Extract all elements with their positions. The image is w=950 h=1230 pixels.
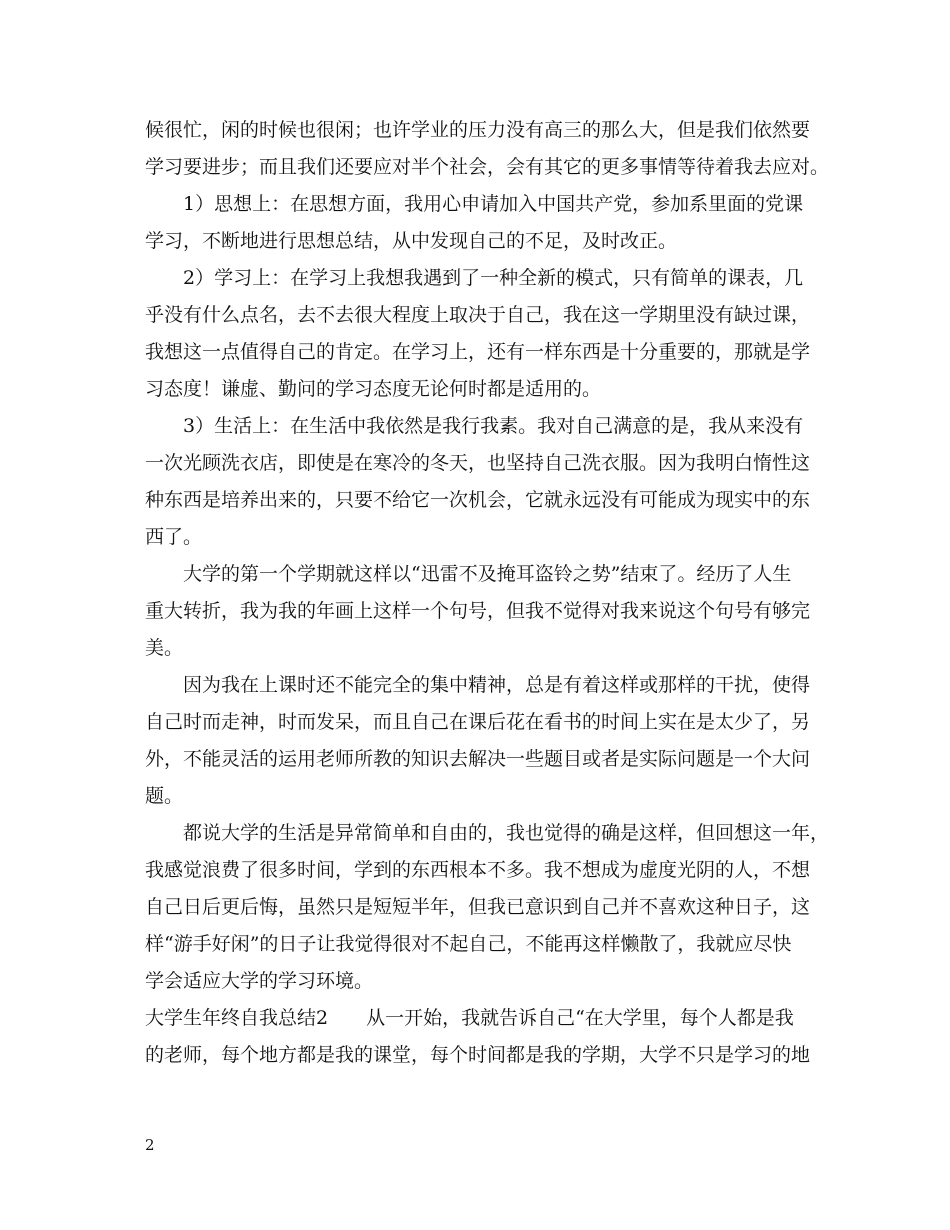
text-line: 3）生活上：在生活中我依然是我行我素。我对自己满意的是，我从来没有	[183, 415, 804, 437]
text-line: 大学的第一个学期就这样以“迅雷不及掩耳盗铃之势”结束了。经历了人生	[183, 563, 792, 585]
text-line: 题。	[145, 785, 184, 807]
text-line: 2）学习上：在学习上我想我遇到了一种全新的模式，只有简单的课表，几	[183, 267, 804, 289]
text-line: 种东西是培养出来的，只要不给它一次机会，它就永远没有可能成为现实中的东	[145, 489, 811, 511]
text-line: 习态度！谦虚、勤问的学习态度无论何时都是适用的。	[145, 378, 602, 400]
text-line: 自己日后更后悔，虽然只是短短半年，但我已意识到自己并不喜欢这种日子，这	[145, 896, 811, 918]
text-line: 的老师，每个地方都是我的课堂，每个时间都是我的学期，大学不只是学习的地	[145, 1044, 811, 1066]
text-line: 样“游手好闲”的日子让我觉得很对不起自己，不能再这样懒散了，我就应尽快	[145, 933, 792, 955]
text-line: 自己时而走神，时而发呆，而且自己在课后花在看书的时间上实在是太少了，另	[145, 711, 811, 733]
text-line: 学会适应大学的学习环境。	[145, 970, 374, 992]
text-line: 因为我在上课时还不能完全的集中精神，总是有着这样或那样的干扰，使得	[183, 674, 811, 696]
text-line: 外，不能灵活的运用老师所教的知识去解决一些题目或者是实际问题是一个大问	[145, 748, 811, 770]
text-line: 我感觉浪费了很多时间，学到的东西根本不多。我不想成为虚度光阴的人，不想	[145, 859, 811, 881]
text-line: 我想这一点值得自己的肯定。在学习上，还有一样东西是十分重要的，那就是学	[145, 341, 811, 363]
text-line: 美。	[145, 637, 184, 659]
text-line: 候很忙，闲的时候也很闲；也许学业的压力没有高三的那么大，但是我们依然要	[145, 119, 811, 141]
text-line: 一次光顾洗衣店，即使是在寒冷的冬天，也坚持自己洗衣服。因为我明白惰性这	[145, 452, 811, 474]
text-line: 乎没有什么点名，去不去很大程度上取决于自己，我在这一学期里没有缺过课，	[145, 304, 811, 326]
page-number: 2	[145, 1136, 155, 1154]
text-line: 重大转折，我为我的年画上这样一个句号，但我不觉得对我来说这个句号有够完	[145, 600, 811, 622]
text-line: 大学生年终自我总结2 从一开始，我就告诉自己“在大学里，每个人都是我	[145, 1007, 794, 1029]
text-line: 1）思想上：在思想方面，我用心申请加入中国共产党，参加系里面的党课	[183, 193, 804, 215]
text-line: 学习要进步；而且我们还要应对半个社会，会有其它的更多事情等待着我去应对。	[145, 156, 830, 178]
text-line: 都说大学的生活是异常简单和自由的，我也觉得的确是这样，但回想这一年，	[183, 822, 830, 844]
text-line: 学习，不断地进行思想总结，从中发现自己的不足，及时改正。	[145, 230, 678, 252]
text-line: 西了。	[145, 526, 203, 548]
